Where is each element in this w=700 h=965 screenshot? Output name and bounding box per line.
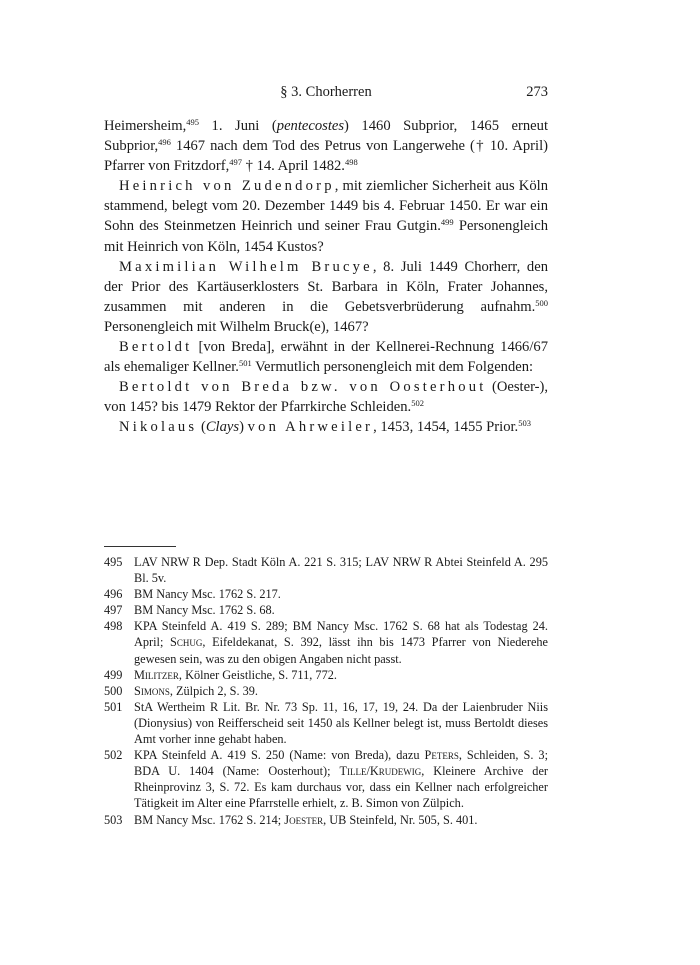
footnote-ref: 502: [411, 398, 424, 409]
paragraph: [104, 257, 548, 337]
footnote-number: 503: [104, 812, 123, 827]
footnote-text: LAV NRW R Dep. Stadt Köln A. 221 S. 315; LAV NRW R Abtei Steinfeld A. 295 Bl. 5v.: [134, 555, 548, 586]
text-run: , 8. Juli 1449 Chorherr, den der Prior des Kartäuserklosters St. Barbara in Köln, Frater Johannes, zusammen mit anderen in die Gebetsverbrüderung aufnahm.: [104, 258, 548, 315]
person-name: Maximilian Wilhelm Brucye: [119, 258, 373, 275]
footnote-text: [134, 667, 548, 683]
footnotes: [104, 554, 548, 828]
footnote: [104, 747, 548, 811]
person-name: Heinrich von Zudendorp: [119, 178, 335, 195]
author-name: Tille/Krudewig: [339, 764, 422, 779]
text-run: ): [239, 419, 248, 436]
footnote: [104, 683, 548, 699]
footnote: [104, 602, 548, 618]
text-run: , UB Steinfeld, Nr. 505, S. 401.: [323, 812, 478, 827]
person-name: Nikolaus: [119, 419, 198, 436]
footnote-number: 501: [104, 699, 123, 714]
italic-text: Clays: [205, 419, 240, 436]
footnote-ref: 499: [440, 217, 454, 228]
text-run: (: [197, 419, 206, 436]
text-run: , 1453, 1454, 1455 Prior.: [373, 419, 519, 436]
text-run: Heimersheim,: [104, 118, 187, 134]
author-name: Simons: [134, 683, 170, 698]
person-name: Bertoldt: [119, 339, 193, 356]
footnote: [104, 667, 548, 683]
text-run: BM Nancy Msc. 1762 S. 214;: [134, 812, 285, 827]
footnote-ref: 497: [229, 157, 242, 168]
footnote-number: 498: [104, 619, 123, 634]
person-name: von Ahrweiler: [247, 419, 374, 436]
text-run: , mit ziemlicher Sicherheit aus Köln stammend, belegt vom 20. Dezember 1449 bis 4. Februar 1450. Er war ein Sohn des Steinmetzen Heinrich und seiner Frau Gutgin.: [104, 178, 548, 235]
footnote-ref: 495: [186, 117, 200, 127]
footnote-number: 500: [104, 683, 123, 698]
main-text: [104, 116, 548, 438]
footnote: [104, 699, 548, 747]
footnote-number: 497: [104, 603, 123, 618]
footnote: [104, 812, 548, 828]
text-run: Personengleich mit Wilhelm Bruck(e), 1467?: [104, 318, 369, 335]
text-run: 1467 nach dem Tod des Petrus von Langerwehe († 10. April) Pfarrer von Fritzdorf,: [104, 138, 548, 175]
text-run: ) 1460 Subprior, 1465 erneut Subprior,: [104, 118, 549, 155]
text-run: , Schleiden, S. 3; BDA U. 1404 (Name: Oosterhout);: [134, 748, 548, 779]
footnote-ref: 501: [238, 358, 252, 369]
text-run: KPA Steinfeld A. 419 S. 289; BM Nancy Msc. 1762 S. 68 hat als Todestag 24. April;: [134, 619, 548, 650]
text-run: KPA Steinfeld A. 419 S. 250 (Name: von Breda), dazu: [134, 748, 425, 763]
footnote-number: 499: [104, 667, 123, 682]
footnote-text: BM Nancy Msc. 1762 S. 68.: [134, 603, 275, 618]
footnote-text: BM Nancy Msc. 1762 S. 217.: [134, 587, 281, 602]
paragraph: [104, 116, 548, 176]
footnote-text: [134, 618, 548, 666]
text-run: † 14. April 1482.: [241, 158, 345, 175]
author-name: Militzer: [134, 667, 179, 682]
footnote-divider: [104, 546, 176, 547]
person-name: Bertoldt von Breda bzw. von Oosterhout: [119, 379, 487, 396]
text-run: 1. Juni (: [199, 118, 277, 134]
text-run: (Oester-), von 145? bis 1479 Rektor der Pfarrkirche Schleiden.: [104, 379, 548, 416]
author-name: Schug: [170, 635, 203, 650]
footnote-text: [134, 683, 548, 699]
page-number: 273: [526, 84, 548, 100]
paragraph: [104, 176, 548, 256]
footnote: [104, 586, 548, 602]
footnote-ref: 500: [535, 297, 548, 308]
text-run: [von Breda], erwähnt in der Kellnerei-Rechnung 1466/67 als ehemaliger Kellner.: [104, 339, 548, 376]
footnote-text: [134, 812, 548, 828]
paragraph: [104, 377, 548, 417]
running-header: [104, 84, 548, 104]
footnote-number: 495: [104, 555, 123, 569]
text-run: Vermutlich personengleich mit dem Folgenden:: [251, 359, 534, 376]
footnote-ref: 496: [158, 137, 171, 148]
author-name: Peters: [424, 748, 459, 763]
author-name: Joester: [284, 812, 324, 827]
paragraph: [104, 337, 548, 377]
footnote: [104, 554, 548, 586]
text-run: , Zülpich 2, S. 39.: [169, 683, 258, 698]
footnote-ref: 498: [344, 157, 358, 168]
footnote: [104, 618, 548, 666]
text-run: , Kleinere Archive der Rheinprovinz 3, S. 72. Es kam durchaus vor, dass ein Kellner nach erfolgreicher Tätigkeit im Alter eine Pfarrstelle erhielt, z. B. Simon von Zülpich.: [134, 764, 549, 811]
footnote-number: 502: [104, 748, 123, 763]
text-run: Personengleich mit Heinrich von Köln, 1454 Kustos?: [104, 218, 548, 255]
paragraph: [104, 417, 548, 437]
section-title: § 3. Chorherren: [280, 84, 372, 100]
footnote-number: 496: [104, 587, 123, 602]
footnote-ref: 503: [518, 418, 531, 429]
italic-text: pentecostes: [276, 118, 345, 134]
footnote-text: StA Wertheim R Lit. Br. Nr. 73 Sp. 11, 16, 17, 19, 24. Da der Laienbruder Niis (Dionysius) von Reifferscheid seit 1450 als Kellner belegt ist, muss Bertoldt dieses Amt vorher inne gehabt haben.: [134, 699, 548, 747]
text-run: , Kölner Geistliche, S. 711, 772.: [178, 667, 337, 682]
text-run: , Eifeldekanat, S. 392, lässt ihn bis 1473 Pfarrer von Niederehe gewesen sein, was zu den obigen Angaben nicht passt.: [134, 635, 549, 666]
footnote-text: [134, 747, 548, 811]
